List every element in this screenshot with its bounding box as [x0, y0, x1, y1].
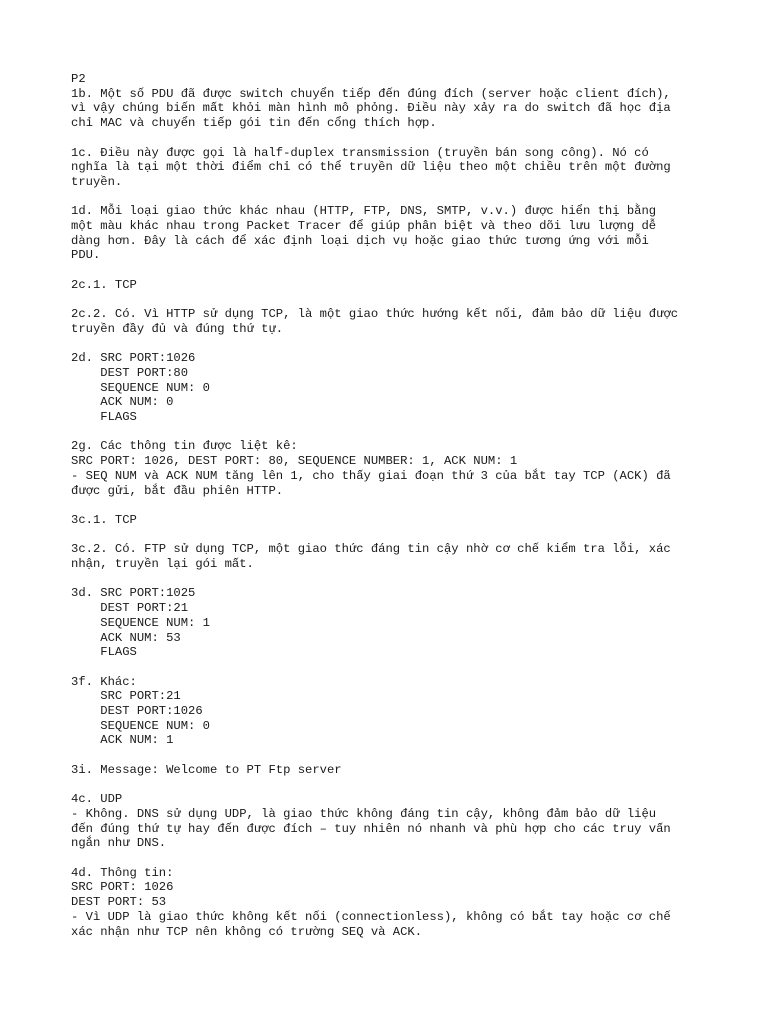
text-line: - Không. DNS sử dụng UDP, là giao thức không đáng tin cậy, không đảm bảo dữ liệu — [71, 806, 657, 821]
text-line: ngắn như DNS. — [71, 836, 167, 851]
text-line: truyền. — [71, 174, 123, 189]
text-line: 3i. Message: Welcome to PT Ftp server — [71, 762, 342, 777]
document-page — [71, 72, 711, 954]
text-line: FLAGS — [71, 410, 137, 425]
text-line: vì vậy chúng biến mất khỏi màn hình mô phỏng. Điều này xảy ra do switch đã học địa — [71, 101, 671, 116]
text-line: PDU. — [71, 248, 101, 263]
text-line: 2c.1. TCP — [71, 277, 137, 292]
paragraph-1d — [71, 204, 711, 263]
text-line: - Vì UDP là giao thức không kết nối (connectionless), không có bắt tay hoặc cơ chế — [71, 909, 671, 924]
text-line: DEST PORT:1026 — [71, 704, 203, 719]
paragraph-3f — [71, 675, 711, 749]
text-line: 4d. Thông tin: — [71, 865, 174, 880]
text-line: 3c.2. Có. FTP sử dụng TCP, một giao thức đáng tin cậy nhờ cơ chế kiểm tra lỗi, xác — [71, 542, 671, 557]
text-line: SRC PORT: 1026, DEST PORT: 80, SEQUENCE NUMBER: 1, ACK NUM: 1 — [71, 454, 518, 469]
text-line: 2d. SRC PORT:1026 — [71, 351, 196, 366]
text-line: 1c. Điều này được gọi là half-duplex transmission (truyền bán song công). Nó có — [71, 145, 649, 160]
text-line: 1b. Một số PDU đã được switch chuyển tiếp đến đúng đích (server hoặc client đích), — [71, 86, 671, 101]
text-line: 2g. Các thông tin được liệt kê: — [71, 439, 298, 454]
paragraph-4c — [71, 792, 711, 851]
text-line: 3f. Khác: — [71, 674, 137, 689]
text-line: SEQUENCE NUM: 0 — [71, 380, 210, 395]
text-line: 2c.2. Có. Vì HTTP sử dụng TCP, là một giao thức hướng kết nối, đảm bảo dữ liệu được — [71, 307, 679, 322]
text-line: dàng hơn. Đây là cách để xác định loại dịch vụ hoặc giao thức tương ứng với mỗi — [71, 233, 649, 248]
text-line: truyền đầy đủ và đúng thứ tự. — [71, 321, 284, 336]
paragraph-3i — [71, 763, 711, 778]
paragraph-2g — [71, 439, 711, 498]
text-line: DEST PORT:21 — [71, 601, 189, 616]
text-line: SEQUENCE NUM: 0 — [71, 718, 210, 733]
text-line: một màu khác nhau trong Packet Tracer để giúp phân biệt và theo dõi lưu lượng dễ — [71, 219, 657, 233]
text-line: đến đúng thứ tự hay đến được đích – tuy nhiên nó nhanh và phù hợp cho các truy vấn — [71, 821, 671, 836]
paragraph-4d — [71, 866, 711, 940]
paragraph-2c2 — [71, 307, 711, 336]
text-line: 3d. SRC PORT:1025 — [71, 586, 196, 601]
text-line: ACK NUM: 53 — [71, 630, 181, 645]
page-label: P2 — [71, 72, 86, 86]
text-line: SEQUENCE NUM: 1 — [71, 615, 210, 630]
text-line: xác nhận như TCP nên không có trường SEQ và ACK. — [71, 924, 423, 939]
paragraph-2c1 — [71, 278, 711, 293]
paragraph-2d — [71, 351, 711, 425]
text-line: 1d. Mỗi loại giao thức khác nhau (HTTP, FTP, DNS, SMTP, v.v.) được hiển thị bằng — [71, 204, 657, 219]
text-line: 4c. UDP — [71, 792, 123, 807]
text-line: ACK NUM: 0 — [71, 395, 174, 410]
text-line: được gửi, bắt đầu phiên HTTP. — [71, 483, 284, 498]
paragraph-3d — [71, 586, 711, 660]
text-line: 3c.1. TCP — [71, 512, 137, 527]
text-line: chỉ MAC và chuyển tiếp gói tin đến cổng thích hợp. — [71, 116, 437, 131]
text-line: DEST PORT:80 — [71, 365, 189, 380]
paragraph-3c1 — [71, 513, 711, 528]
text-line: FLAGS — [71, 645, 137, 660]
paragraph-1b — [71, 72, 711, 131]
text-line: nghĩa là tại một thời điểm chỉ có thể truyền dữ liệu theo một chiều trên một đường — [71, 160, 671, 175]
text-line: nhận, truyền lại gói mất. — [71, 557, 254, 572]
text-line: SRC PORT: 1026 — [71, 880, 174, 895]
paragraph-1c — [71, 146, 711, 190]
text-line: - SEQ NUM và ACK NUM tăng lên 1, cho thấy giai đoạn thứ 3 của bắt tay TCP (ACK) đã — [71, 468, 671, 483]
paragraph-3c2 — [71, 542, 711, 571]
text-line: SRC PORT:21 — [71, 689, 181, 704]
text-line: ACK NUM: 1 — [71, 733, 174, 748]
text-line: DEST PORT: 53 — [71, 895, 167, 910]
